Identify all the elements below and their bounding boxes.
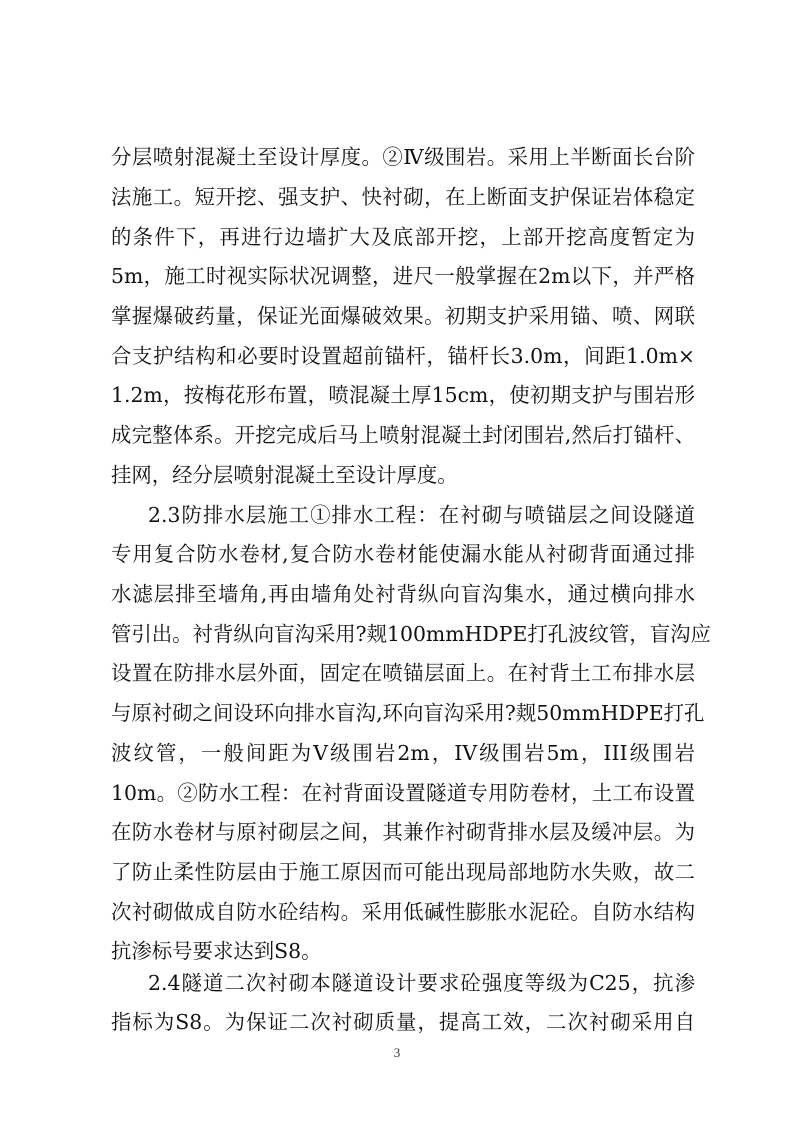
text-line: 设置在防排水层外面，固定在喷锚层面上。在衬背土工布排水层 [111,661,695,685]
text-line: 在防水卷材与原衬砌层之间，其兼作衬砌背排水层及缓冲层。为 [111,820,695,844]
text-line: 次衬砌做成自防水砼结构。采用低碱性膨胀水泥砼。自防水结构 [111,900,695,924]
text-line: 了防止柔性防层由于施工原因而可能出现局部地防水失败，故二 [111,860,695,884]
text-line: 与原衬砌之间设环向排水盲沟,环向盲沟采用?觌50mmHDPE打孔 [111,701,705,725]
text-line: 掌握爆破药量，保证光面爆破效果。初期支护采用锚、喷、网联 [111,304,695,328]
text-line: 的条件下，再进行边墙扩大及底部开挖，上部开挖高度暂定为 [111,225,695,249]
text-line: 水滤层排至墙角,再由墙角处衬背纵向盲沟集水，通过横向排水 [111,582,695,606]
text-line: 分层喷射混凝土至设计厚度。②Ⅳ级围岩。采用上半断面长台阶 [111,145,695,169]
page-number: 3 [393,1045,401,1060]
text-line: 5m，施工时视实际状况调整，进尺一般掌握在2m以下，并严格 [111,264,695,288]
text-line: 法施工。短开挖、强支护、快衬砌，在上断面支护保证岩体稳定 [111,185,695,209]
text-line: 10m。②防水工程：在衬背面设置隧道专用防卷材，土工布设置 [111,781,695,805]
text-line: 2.4隧道二次衬砌本隧道设计要求砼强度等级为C25，抗渗 [148,971,695,995]
text-line: 专用复合防水卷材,复合防水卷材能使漏水能从衬砌背面通过排 [111,542,695,566]
text-line: 2.3防排水层施工①排水工程：在衬砌与喷锚层之间设隧道 [148,503,695,527]
text-line: 管引出。衬背纵向盲沟采用?觌100mmHDPE打孔波纹管，盲沟应 [111,622,711,646]
text-line: 抗渗标号要求达到S8。 [111,939,322,963]
text-line: 1.2m，按梅花形布置，喷混凝土厚15cm，使初期支护与围岩形 [111,383,695,407]
text-line: 指标为S8。为保证二次衬砌质量，提高工效，二次衬砌采用自 [111,1010,695,1034]
text-line: 波纹管，一般间距为V级围岩2m，IV级围岩5m，III级围岩 [111,741,695,765]
text-line: 成完整体系。开挖完成后马上喷射混凝土封闭围岩,然后打锚杆、 [111,423,695,447]
text-line: 挂网，经分层喷射混凝土至设计厚度。 [111,463,458,487]
text-line: 合支护结构和必要时设置超前锚杆，锚杆长3.0m，间距1.0m× [111,344,695,368]
